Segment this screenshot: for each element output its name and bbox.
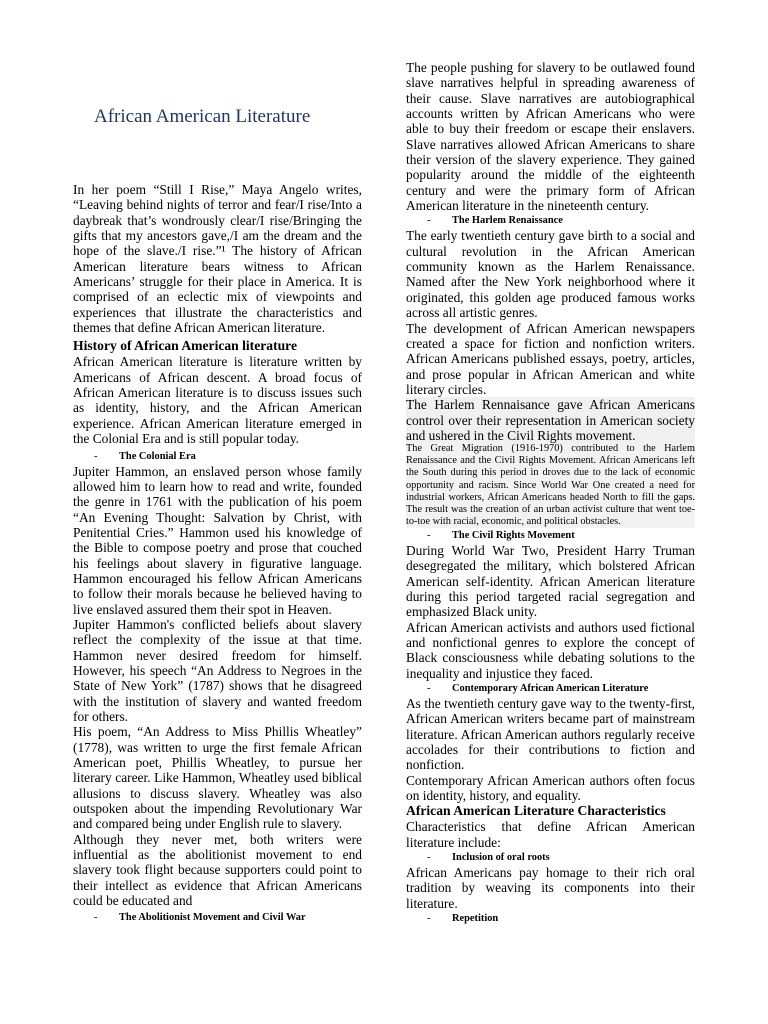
bullet-dash: - xyxy=(427,683,431,694)
hammon-paragraph-2: Jupiter Hammon's conflicted beliefs about slavery reflect the complexity of the issue at that time. Hammon never desired freedom for himself. However, his speech “An Address to Negroes in the State of New York” (1787) shows that he disagreed with the institution of slavery and wanted freedom for others. xyxy=(73,616,362,724)
characteristics-paragraph: Characteristics that define African American literature include: xyxy=(406,819,695,850)
bullet-dash: - xyxy=(427,215,431,227)
left-column xyxy=(73,0,362,925)
contemporary-paragraph-1: As the twentieth century gave way to the twenty-first, African American writers became part of mainstream literature. African American authors regularly receive accolades for their contributions to fiction and nonfiction. xyxy=(406,696,695,773)
oral-roots-heading xyxy=(406,850,695,865)
civil-rights-heading xyxy=(406,528,695,543)
harlem-label: The Harlem Renaissance xyxy=(452,215,563,227)
civil-rights-paragraph-1: During World War Two, President Harry Truman desegregated the military, which bolstered African American self-identity. African American literature during this period targeted racial segregation and emphasized Black unity. xyxy=(406,542,695,620)
characteristics-heading: African American Literature Characteristics xyxy=(406,803,666,819)
harlem-paragraph-2: The development of African American newspapers created a space for fiction and nonfiction writers. African Americans published essays, poetry, articles, and prose popular in African American and white literary circles. xyxy=(406,320,695,397)
civil-rights-label: The Civil Rights Movement xyxy=(452,529,575,541)
harlem-heading xyxy=(406,213,695,228)
harlem-paragraph-3: The Harlem Rennaisance gave African Americans control over their representation in American society and ushered in the Civil Rights movement. xyxy=(406,397,695,443)
bullet-dash: - xyxy=(427,852,431,864)
contemporary-label: Contemporary African American Literature xyxy=(452,683,649,694)
oral-roots-label: Inclusion of oral roots xyxy=(452,852,550,864)
colonial-era-heading xyxy=(73,449,362,464)
bullet-dash: - xyxy=(427,529,431,541)
bullet-dash: - xyxy=(427,913,431,925)
contemporary-heading xyxy=(406,681,695,696)
colonial-era-label: The Colonial Era xyxy=(119,450,196,462)
hammon-paragraph-4: Although they never met, both writers were influential as the abolitionist movement to end slavery took flight because supporters could point to their intellect as evidence that African Americans could be educated and xyxy=(73,831,362,909)
hammon-paragraph-1: Jupiter Hammon, an enslaved person whose family allowed him to learn how to read and write, founded the genre in 1761 with the publication of his poem “An Evening Thought: Salvation by Christ, with Penitential Cries.” Hammon used his knowledge of the Bible to compose poetry and prose that couched his feelings about slavery in figurative language. Hammon encouraged his fellow African Americans to follow their morals because he believed having to live enslaved assured them their spot in Heaven. xyxy=(73,463,362,617)
right-column xyxy=(406,0,695,926)
contemporary-paragraph-2: Contemporary African American authors often focus on identity, history, and equality. xyxy=(406,772,695,804)
slave-narratives-paragraph: The people pushing for slavery to be outlawed found slave narratives helpful in spreading awareness of their cause. Slave narratives are autobiographical accounts written by African Americans who were able to buy their freedom or escape their enslavers. Slave narratives allowed African Americans to share their version of the slavery experience. They gained popularity around the middle of the eighteenth century and were the primary form of African American literature in the nineteenth century. xyxy=(406,60,695,214)
abolition-label: The Abolitionist Movement and Civil War xyxy=(119,912,306,924)
bullet-dash: - xyxy=(94,912,98,924)
repetition-label: Repetition xyxy=(452,913,499,925)
repetition-heading xyxy=(406,911,695,926)
intro-paragraph: In her poem “Still I Rise,” Maya Angelo writes, “Leaving behind nights of terror and fear/I rise/Into a daybreak that’s wondrously clear/I rise/Bringing the gifts that my ancestors gave,/I am the dream and the hope of the slave./I rise.”¹ The history of African American literature bears witness to African Americans’ struggle for their place in America. It is comprised of an eclectic mix of viewpoints and experiences that illustrate the characteristics and themes that define African American literature. xyxy=(73,182,362,336)
great-migration-paragraph: The Great Migration (1916-1970) contributed to the Harlem Renaissance and the Civil Rights Movement. African Americans left the South during this period in droves due to the lack of economic opportunity and racism. Since World War One created a need for industrial workers, African Americans headed North to fill the gaps. The result was the creation of an urban activist culture that went toe-to-toe with racial, economic, and political obstacles. xyxy=(406,443,695,527)
abolition-heading xyxy=(73,910,362,925)
history-paragraph: African American literature is literature written by Americans of African descent. A broad focus of African American literature is to discuss issues such as identity, history, and the African American experience. African American literature emerged in the Colonial Era and is still popular today. xyxy=(73,354,362,447)
history-heading: History of African American literature xyxy=(73,338,297,354)
oral-roots-paragraph: African Americans pay homage to their rich oral tradition by weaving its components into their literature. xyxy=(406,865,695,911)
hammon-paragraph-3: His poem, “An Address to Miss Phillis Wheatley” (1778), was written to urge the first female African American poet, Phillis Wheatley, to pursue her literary career. Like Hammon, Wheatley used biblical allusions to discuss slavery. Wheatley was also outspoken about the impending Revolutionary War and compared being under English rule to slavery. xyxy=(73,724,362,832)
bullet-dash: - xyxy=(94,450,98,462)
civil-rights-paragraph-2: African American activists and authors used fictional and nonfictional genres to explore the concept of Black consciousness while debating solutions to the inequality and injustice they faced. xyxy=(406,619,695,681)
page-title: African American Literature xyxy=(94,106,311,127)
harlem-paragraph-1: The early twentieth century gave birth to a social and cultural revolution in the African American community known as the Harlem Renaissance. Named after the New York neighborhood where it originated, this golden age produced famous works across all artistic genres. xyxy=(406,228,695,321)
